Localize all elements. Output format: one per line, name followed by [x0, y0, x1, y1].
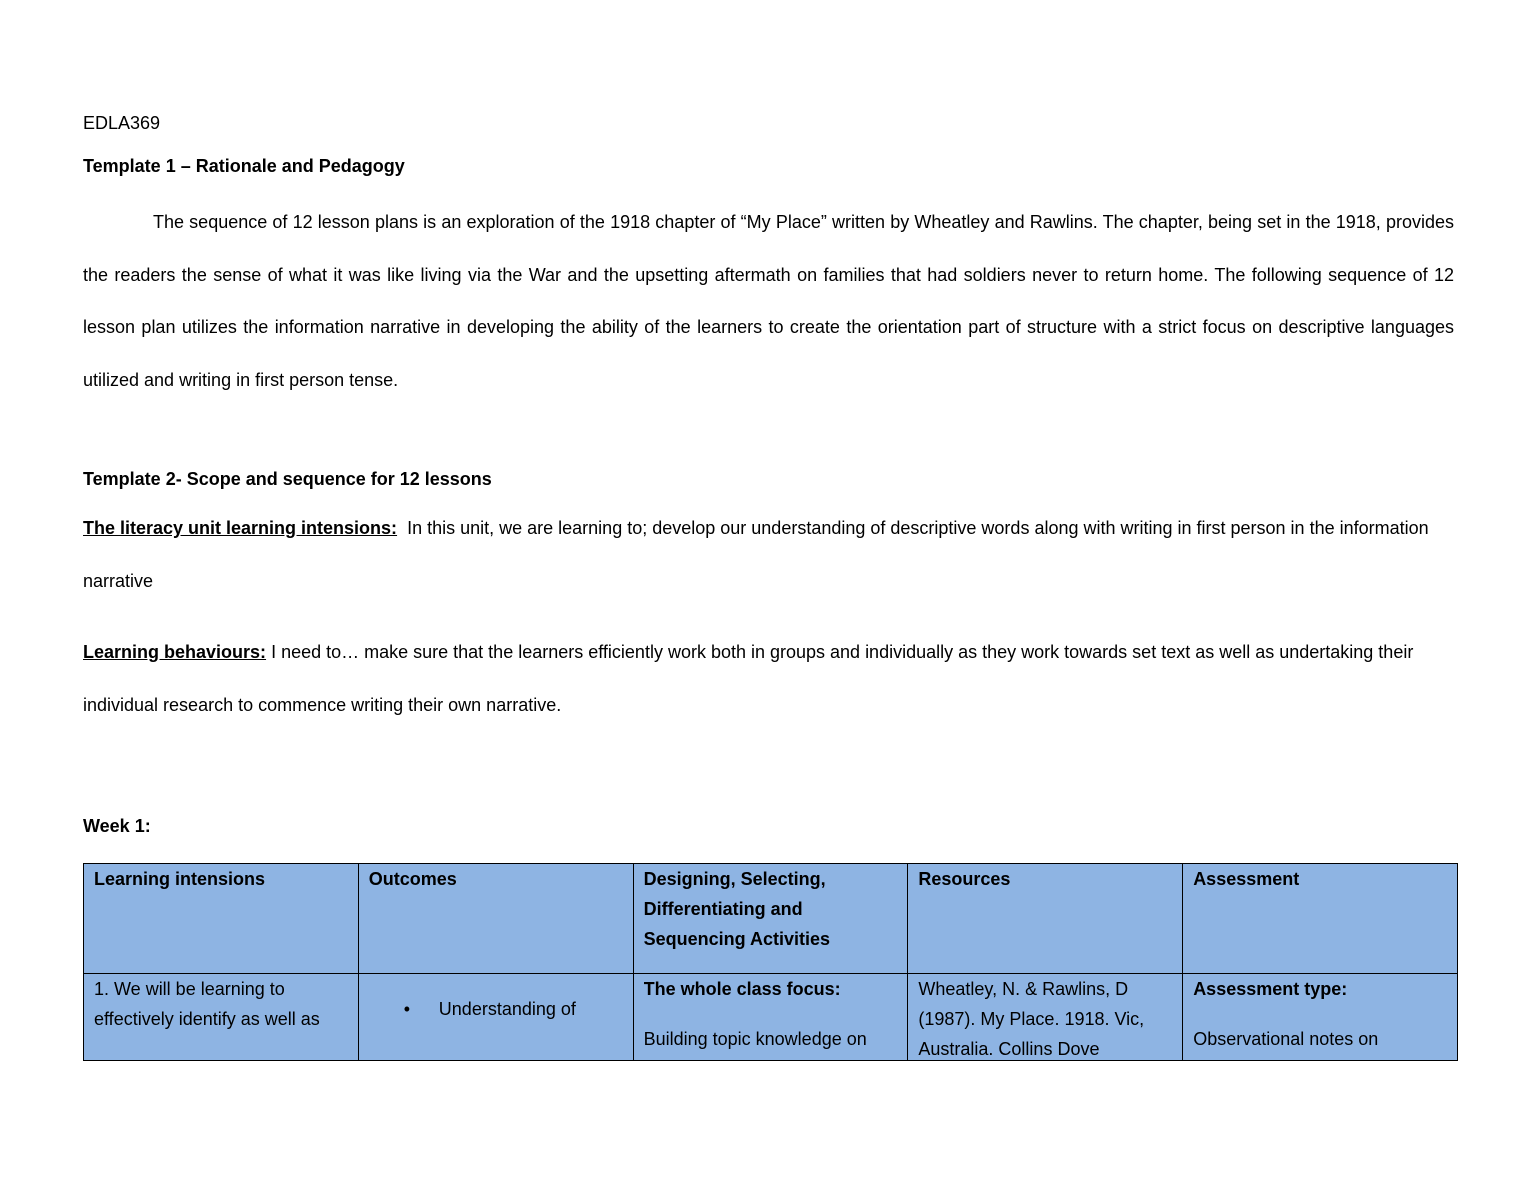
assessment-text: Observational notes on — [1193, 1029, 1379, 1049]
learning-intensions-label: The literacy unit learning intensions: — [83, 518, 398, 538]
col-header-resources: Resources — [908, 864, 1183, 974]
table-header-row — [84, 864, 1458, 974]
col-header-activities: Designing, Selecting, Differentiating and Sequencing Activities — [633, 864, 908, 974]
activities-text: Building topic knowledge on — [643, 1029, 867, 1049]
rationale-paragraph: The sequence of 12 lesson plans is an exploration of the 1918 chapter of “My Place” written by Wheatley and Rawlins. The chapter, being set in the 1918, provides the readers the sense of what it was like living via the War and the upsetting aftermath on families that had soldiers never to return home. The following sequence of 12 lesson plan utilizes the information narrative in developing the ability of the learners to create the orientation part of structure with a strict focus on descriptive languages utilized and writing in first person tense. — [83, 212, 1454, 390]
cell-learning-intensions — [84, 974, 359, 1061]
template1-heading: Template 1 – Rationale and Pedagogy — [83, 156, 405, 176]
learning-behaviours-text: I need to… make sure that the learners efficiently work both in groups and individually as they work towards set text as well as undertaking their individual research to commence writing their own narrative. — [83, 642, 1414, 715]
assessment-type-label: Assessment type: — [1193, 979, 1348, 999]
cell-resources — [908, 974, 1183, 1061]
learning-behaviours-label: Learning behaviours: — [83, 642, 267, 662]
week-label: Week 1: — [83, 816, 151, 836]
learning-intensions-paragraph — [83, 502, 1454, 607]
learning-intensions-text: In this unit, we are learning to; develop our understanding of descriptive words along with writing in first person in the information narrative — [83, 518, 1429, 591]
bullet-icon: • — [403, 999, 411, 1019]
week-1-table — [83, 863, 1458, 1061]
col-header-learning-intensions: Learning intensions — [84, 864, 359, 974]
learning-intensions-text: 1. We will be learning to effectively identify as well as — [94, 979, 320, 1029]
activities-focus-label: The whole class focus: — [643, 979, 841, 999]
table-row — [84, 974, 1458, 1061]
cell-activities — [633, 974, 908, 1061]
cell-assessment — [1183, 974, 1458, 1061]
col-header-assessment: Assessment — [1183, 864, 1458, 974]
course-code: EDLA369 — [83, 113, 161, 133]
template2-heading: Template 2- Scope and sequence for 12 lessons — [83, 469, 492, 489]
outcome-item-text: Understanding of — [438, 999, 576, 1019]
col-header-outcomes: Outcomes — [358, 864, 633, 974]
cell-outcomes — [358, 974, 633, 1061]
resources-text: Wheatley, N. & Rawlins, D (1987). My Place. 1918. Vic, Australia. Collins Dove — [918, 979, 1145, 1059]
learning-behaviours-paragraph — [83, 626, 1454, 731]
